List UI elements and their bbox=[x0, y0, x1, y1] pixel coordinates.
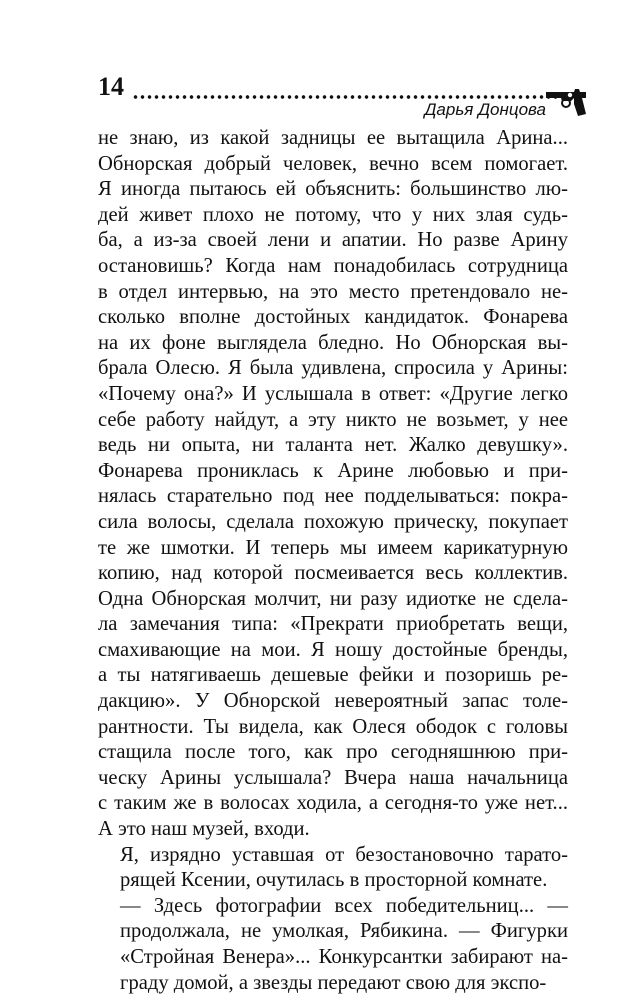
paragraph bbox=[98, 126, 568, 843]
text-line: стащила после того, как про сегодняшнюю при- bbox=[98, 741, 568, 764]
text-line: — Здесь фотографии всех победительниц... — bbox=[120, 894, 568, 917]
text-line: нялась старательно под нее подделываться: покра- bbox=[98, 485, 568, 508]
text-line: ческу Арины услышала? Вчера наша начальница bbox=[98, 766, 568, 789]
text-line: рантности. Ты видела, как Олеся ободок с головы bbox=[98, 715, 568, 738]
text-line: Я иногда пытаюсь ей объяснить: большинство лю- bbox=[98, 178, 568, 201]
text-line: рящей Ксении, очутилась в просторной комнате. bbox=[120, 869, 548, 892]
text-line: на их фоне выглядела бледно. Но Обнорская вы- bbox=[98, 331, 568, 354]
text-line: а ты натягиваешь дешевые фейки и позоришь ре- bbox=[98, 664, 568, 687]
text-line: брала Олесю. Я была удивлена, спросила у Арины: bbox=[98, 357, 568, 380]
text-line: ла замечания типа: «Прекрати приобретать вещи, bbox=[98, 613, 568, 636]
text-line: в отдел интервью, на это место претендовало не- bbox=[98, 280, 568, 303]
text-line: Обнорская добрый человек, вечно всем помогает. bbox=[98, 152, 568, 175]
running-header bbox=[98, 68, 588, 120]
author-name: Дарья Донцова bbox=[424, 100, 546, 119]
text-line: ведь ни опыта, ни таланта нет. Жалко девушку». bbox=[98, 434, 568, 457]
text-line: сколько вполне достойных кандидаток. Фонарева bbox=[98, 306, 568, 329]
text-line: «Почему она?» И услышала в ответ: «Другие легко bbox=[98, 382, 568, 405]
body-text bbox=[98, 126, 568, 996]
paragraph bbox=[98, 843, 568, 894]
text-line: сила волосы, сделала похожую прическу, покупает bbox=[98, 510, 568, 533]
text-line: себе работу найдут, а эту никто не возьмет, у нее bbox=[98, 408, 568, 431]
text-line: копию, над которой посмеивается весь коллектив. bbox=[98, 562, 568, 585]
text-line: не знаю, из какой задницы ее вытащила Арина... bbox=[98, 127, 568, 149]
text-line: ба, а из-за своей лени и апатии. Но разве Арину bbox=[98, 229, 568, 252]
text-line: с таким же в волосах ходила, а сегодня-то уже нет... bbox=[98, 792, 568, 815]
text-line: остановишь? Когда нам понадобилась сотрудница bbox=[98, 254, 568, 277]
text-line: дей живет плохо не потому, что у них злая судь- bbox=[98, 203, 568, 226]
text-line: «Стройная Венера»... Конкурсантки забирают на- bbox=[120, 946, 568, 968]
text-line: граду домой, а звезды передают свою для экспо- bbox=[120, 971, 547, 994]
text-line: Я, изрядно уставшая от безостановочно тарато- bbox=[120, 843, 568, 866]
text-line: смахивающие на мои. Я ношу достойные бренды, bbox=[98, 638, 568, 661]
dotted-leader bbox=[132, 95, 562, 99]
revolver-icon bbox=[544, 84, 588, 118]
text-line: продолжала, не умолкая, Рябикина. — Фигурки bbox=[120, 920, 568, 943]
text-line: Одна Обнорская молчит, ни разу идиотке не сдела- bbox=[98, 587, 568, 610]
paragraph bbox=[98, 894, 568, 996]
text-line: А это наш музей, входи. bbox=[98, 818, 310, 841]
text-line: те же шмотки. И теперь мы имеем карикатурную bbox=[98, 536, 568, 559]
text-line: Фонарева прониклась к Арине любовью и при- bbox=[98, 459, 568, 482]
text-line: дакцию». У Обнорской невероятный запас толе- bbox=[98, 690, 568, 713]
page-number: 14 bbox=[98, 72, 124, 101]
